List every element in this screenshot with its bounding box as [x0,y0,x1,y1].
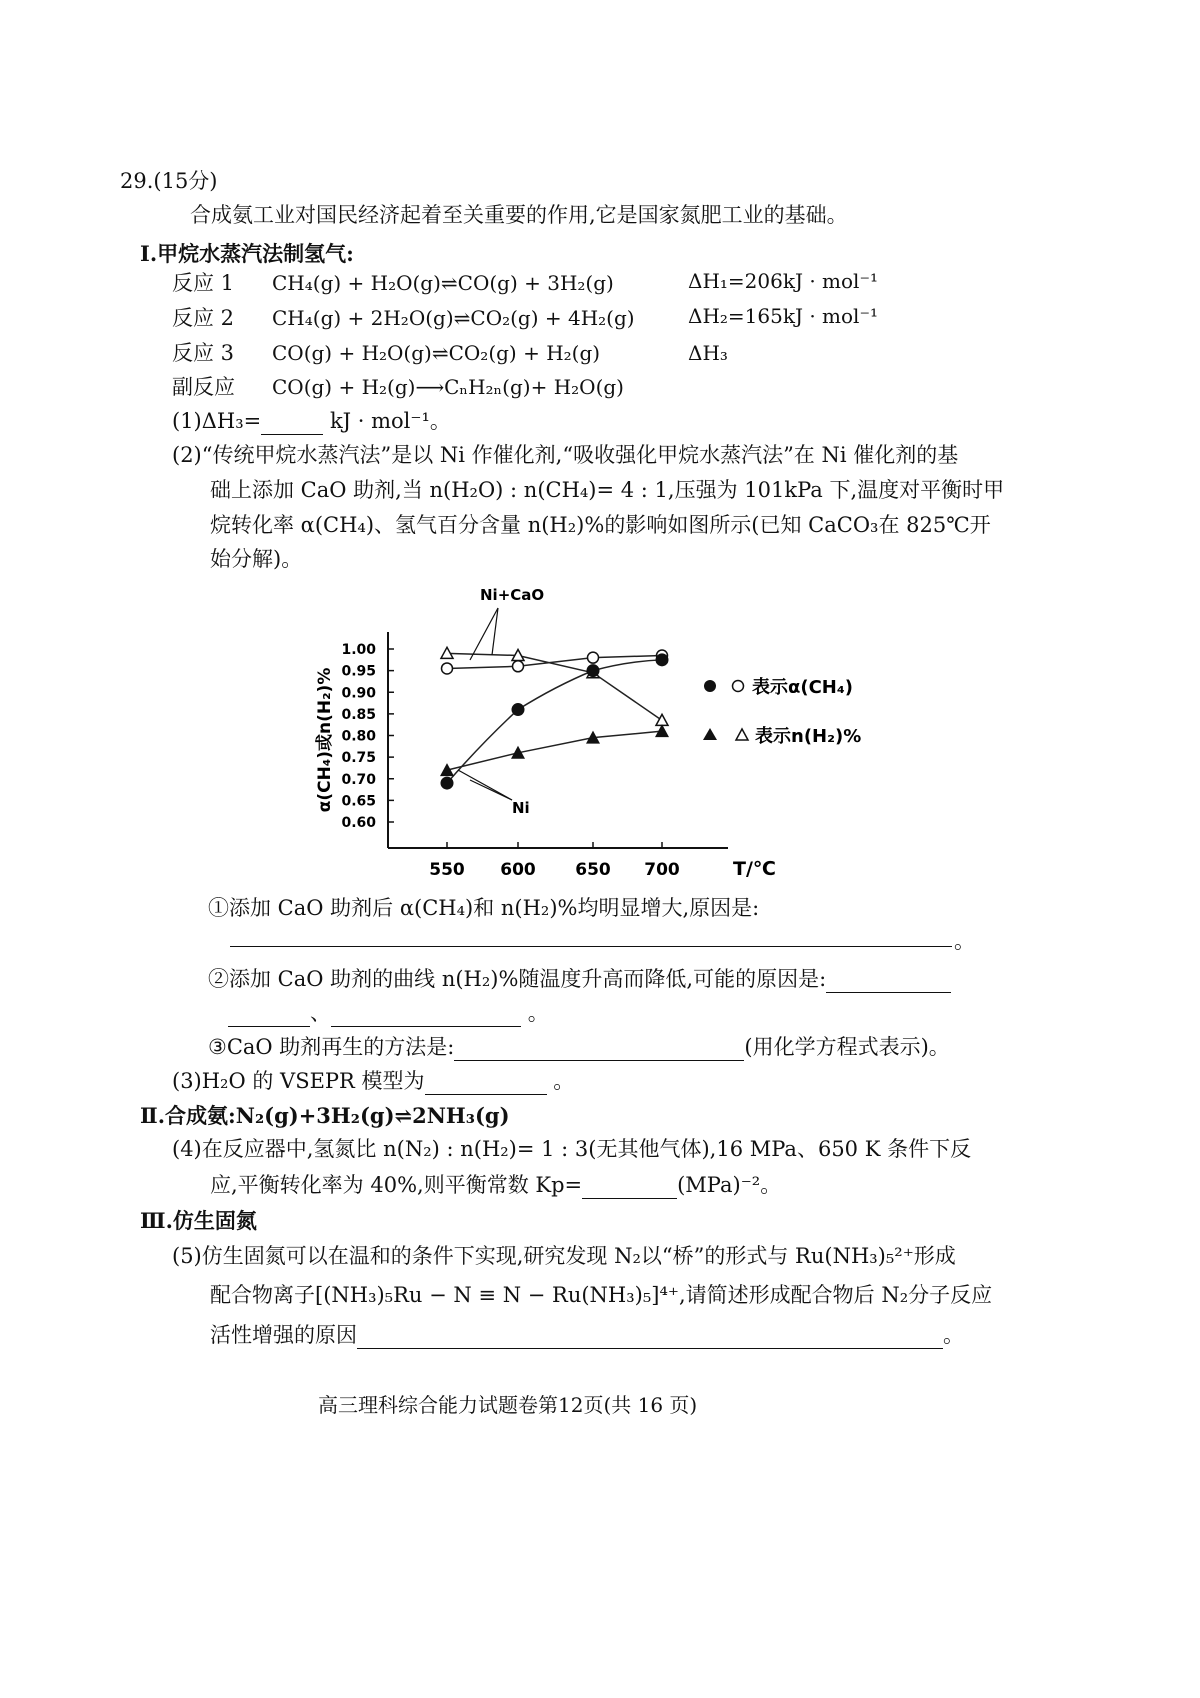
y-tick-label: 0.60 [341,815,376,831]
intro-text: 合成氨工业对国民经济起着至关重要的作用,它是国家氮肥工业的基础。 [190,203,848,227]
series-line-0 [447,655,662,668]
sub-question-1-period: 。 [954,929,975,953]
series-line-2 [447,660,662,783]
filled-circle-point [512,703,525,716]
reaction-3-equation: CO(g) + H₂O(g)⇌CO₂(g) + H₂(g) [272,341,601,365]
q1-suffix: kJ · mol⁻¹。 [329,409,451,433]
reaction-1-label: 反应 1 [172,271,235,295]
sub-question-3-suffix: (用化学方程式表示)。 [744,1035,950,1059]
chart-series [440,647,669,789]
sub-question-2-blank-b[interactable] [228,1003,310,1027]
legend-filled-circle-icon [704,680,716,692]
open-circle-point [588,652,599,663]
annotation-ni: Ni [512,799,530,817]
sub-question-3-prefix: ③CaO 助剂再生的方法是: [208,1035,455,1059]
reaction-2-label: 反应 2 [172,306,235,330]
q5-period: 。 [943,1323,964,1347]
legend-filled-triangle-icon [703,728,717,740]
sub-question-3-blank[interactable] [454,1037,744,1061]
open-triangle-point [656,714,668,725]
y-tick-label: 1.00 [341,642,376,658]
reaction-1-enthalpy: ΔH₁=206kJ · mol⁻¹ [688,269,879,293]
y-tick-label: 0.90 [341,685,376,702]
reaction-3-enthalpy: ΔH₃ [688,341,728,365]
sub-question-1: ①添加 CaO 助剂后 α(CH₄)和 n(H₂)%均明显增大,原因是: [208,896,760,920]
x-tick-label: 700 [644,860,680,880]
sub-question-2 [208,966,951,993]
y-tick-label: 0.75 [341,750,376,767]
part3-heading: Ⅲ.仿生固氮 [140,1208,257,1233]
q3-prefix: (3)H₂O 的 VSEPR 模型为 [172,1069,425,1093]
q3-period: 。 [553,1069,575,1093]
q4-suffix: (MPa)⁻²。 [677,1173,782,1197]
question-5-line-3 [210,1322,964,1349]
question-2-line-2: 础上添加 CaO 助剂,当 n(H₂O) : n(CH₄)= 4 : 1,压强为 101kPa 下,温度对平衡时甲 [210,478,1005,502]
sub-question-2-blank-c[interactable] [331,1003,521,1027]
x-tick-label: 550 [429,860,465,880]
question-4-line-1: (4)在反应器中,氢氮比 n(N₂) : n(H₂)= 1 : 3(无其他气体),16 MPa、650 K 条件下反 [172,1137,972,1161]
q4-answer-blank[interactable] [582,1175,677,1199]
question-2-line-3: 烷转化率 α(CH₄)、氢气百分含量 n(H₂)%的影响如图所示(已知 CaCO₃在 825℃开 [210,513,991,537]
q1-prefix: (1)ΔH₃= [172,409,262,433]
y-axis-label: α(CH₄)或n(H₂)% [315,667,335,813]
legend-label-alpha: 表示α(CH₄) [752,677,853,698]
x-tick-label: 600 [500,860,536,880]
x-tick-label: 650 [575,860,611,880]
question-3 [172,1068,574,1095]
filled-circle-point [656,653,669,666]
reaction-2-equation: CH₄(g) + 2H₂O(g)⇌CO₂(g) + 4H₂(g) [272,306,635,330]
filled-circle-point [587,664,600,677]
side-reaction-label: 副反应 [172,375,235,399]
question-5-line-2: 配合物离子[(NH₃)₅Ru − N ≡ N − Ru(NH₃)₅]⁴⁺,请简述形成配合物后 N₂分子反应 [210,1283,993,1307]
question-4-line-2 [210,1172,781,1199]
annotation-pointer [470,780,512,800]
y-tick-label: 0.85 [341,706,376,723]
sub-question-2-period: 。 [527,1001,549,1025]
chart-ticks [314,642,776,880]
y-tick-label: 0.95 [341,663,376,680]
sub-question-3 [208,1034,950,1061]
open-circle-point [513,661,524,672]
sub-question-2-cont [228,1000,549,1027]
question-2-line-4: 始分解)。 [210,547,303,571]
annotation-pointer [470,608,498,660]
part1-heading: Ⅰ.甲烷水蒸汽法制氢气: [140,241,354,266]
y-tick-label: 0.65 [341,793,376,810]
filled-circle-point [441,777,454,790]
series-line-3 [447,731,662,770]
legend-open-circle-icon [733,681,744,692]
x-axis-label: T/℃ [733,858,776,880]
y-tick-label: 0.70 [341,771,376,788]
legend-open-triangle-icon [736,729,748,740]
filled-triangle-point [655,724,669,737]
y-tick-label: 0.80 [341,728,376,745]
part2-heading: Ⅱ.合成氨:N₂(g)+3H₂(g)⇌2NH₃(g) [140,1103,510,1128]
annotation-ni-cao: Ni+CaO [480,586,545,604]
sub-question-2-blank-a[interactable] [826,969,951,993]
annotation-pointer [492,608,498,655]
question-number: 29.(15分) [120,169,218,193]
legend-label-h2: 表示n(H₂)% [755,726,862,747]
sub-question-1-answer-blank[interactable] [230,920,952,947]
q5-prefix: 活性增强的原因 [210,1323,357,1347]
chart-legend [703,676,861,747]
open-circle-point [442,663,453,674]
q5-answer-blank[interactable] [357,1325,943,1349]
question-5-line-1: (5)仿生固氮可以在温和的条件下实现,研究发现 N₂以“桥”的形式与 Ru(NH₃)₅²⁺形成 [172,1244,956,1268]
reaction-1-equation: CH₄(g) + H₂O(g)⇌CO(g) + 3H₂(g) [272,271,614,295]
sub-question-2-text: ②添加 CaO 助剂的曲线 n(H₂)%随温度升高而降低,可能的原因是: [208,967,827,991]
sub-question-2-sep: 、 [310,1001,331,1025]
question-2-line-1: (2)“传统甲烷水蒸汽法”是以 Ni 作催化剂,“吸收强化甲烷水蒸汽法”在 Ni 催化剂的基 [172,443,959,467]
page-footer: 高三理科综合能力试题卷第12页(共 16 页) [318,1393,698,1417]
reaction-2-enthalpy: ΔH₂=165kJ · mol⁻¹ [688,304,879,328]
reaction-3-label: 反应 3 [172,341,235,365]
q3-answer-blank[interactable] [425,1071,547,1095]
q4-prefix: 应,平衡转化率为 40%,则平衡常数 Kp= [210,1173,583,1197]
side-reaction-equation: CO(g) + H₂(g)⟶CₙH₂ₙ(g)+ H₂O(g) [272,375,624,399]
